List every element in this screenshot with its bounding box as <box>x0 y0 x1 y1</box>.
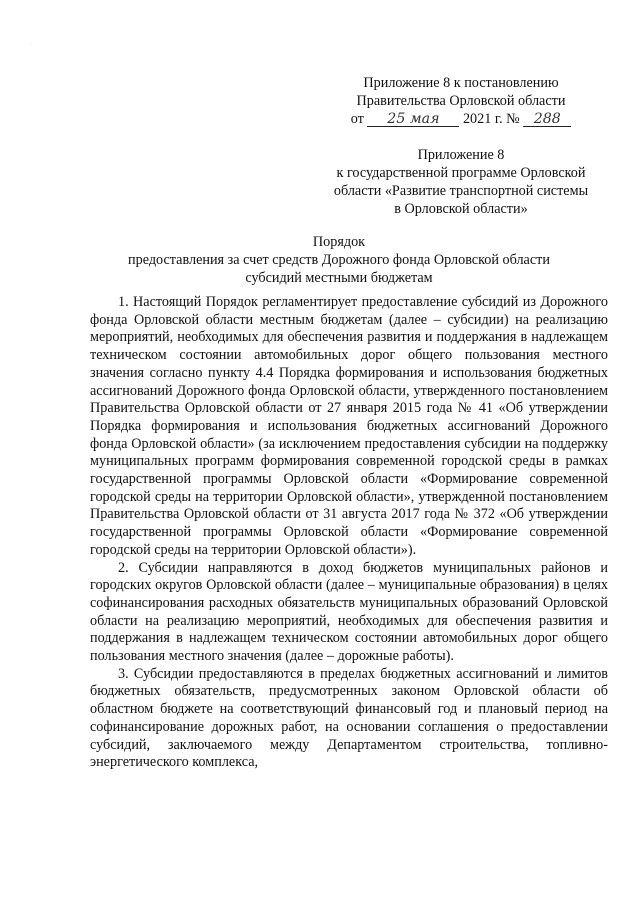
handwritten-date: 25 мая <box>367 112 459 127</box>
program-annex-line-2: к государственной программе Орловской <box>336 165 586 181</box>
annex-date-line <box>330 110 592 128</box>
program-annex-line-1: Приложение 8 <box>417 147 505 163</box>
from-label: от <box>350 111 364 127</box>
annex-line-1: Приложение 8 к постановлению <box>363 75 559 91</box>
scan-artifact: · <box>30 42 32 48</box>
title-line-1: Порядок <box>312 234 366 250</box>
document-title <box>70 233 608 287</box>
program-annex <box>316 146 606 218</box>
title-line-2: предоставления за счет средств Дорожного фонда Орловской области <box>128 252 550 268</box>
program-annex-line-4: в Орловской области» <box>394 201 528 217</box>
year-label: 2021 г. № <box>462 111 520 127</box>
handwritten-number: 288 <box>523 112 571 127</box>
annex-line-2: Правительства Орловской области <box>356 93 566 109</box>
paragraph-3: 3. Субсидии предоставляются в пределах бюджетных ассигнований и лимитов бюджетных обязательств, предусмотренных законом Орловской области об областном бюджете на соответствующий финансовый год и плановый период на софинансирование дорожных работ, на основании соглашения о предоставлении субсидий, заключаемого между Департаментом строительства, топливно-энергетического комплекса, <box>90 665 608 771</box>
paragraph-2: 2. Субсидии направляются в доход бюджетов муниципальных районов и городских округов Орловской области (далее – муниципальные образования) в целях софинансирования расходных обязательств муниципальных образований Орловской области на реализацию мероприятий, необходимых для обеспечения развития и поддержания в надлежащем техническом состоянии автомобильных дорог общего пользования местного значения (далее – дорожные работы). <box>90 559 608 665</box>
paragraph-1: 1. Настоящий Порядок регламентирует предоставление субсидий из Дорожного фонда Орловской области местным бюджетам (далее – субсидии) на реализацию мероприятий, необходимых для обеспечения развития и поддержания в надлежащем техническом состоянии автомобильных дорог общего пользования местного значения согласно пункту 4.4 Порядка формирования и использования бюджетных ассигнований Дорожного фонда Орловской области, утвержденного постановлением Правительства Орловской области от 27 января 2015 года № 41 «Об утверждении Порядка формирования и использования бюджетных ассигнований Дорожного фонда Орловской области» (за исключением предоставления субсидии на поддержку муниципальных программ формирования современной городской среды в рамках государственной программы Орловской области «Формирование современной городской среды на территории Орловской области», утвержденной постановлением Правительства Орловской области от 31 августа 2017 года № 372 «Об утверждении государственной программы Орловской области «Формирование современной городской среды на территории Орловской области»). <box>90 294 608 558</box>
program-annex-line-3: области «Развитие транспортной системы <box>333 183 589 199</box>
annex-header <box>330 74 592 128</box>
document-body <box>90 294 608 772</box>
title-line-3: субсидий местными бюджетам <box>245 270 433 286</box>
